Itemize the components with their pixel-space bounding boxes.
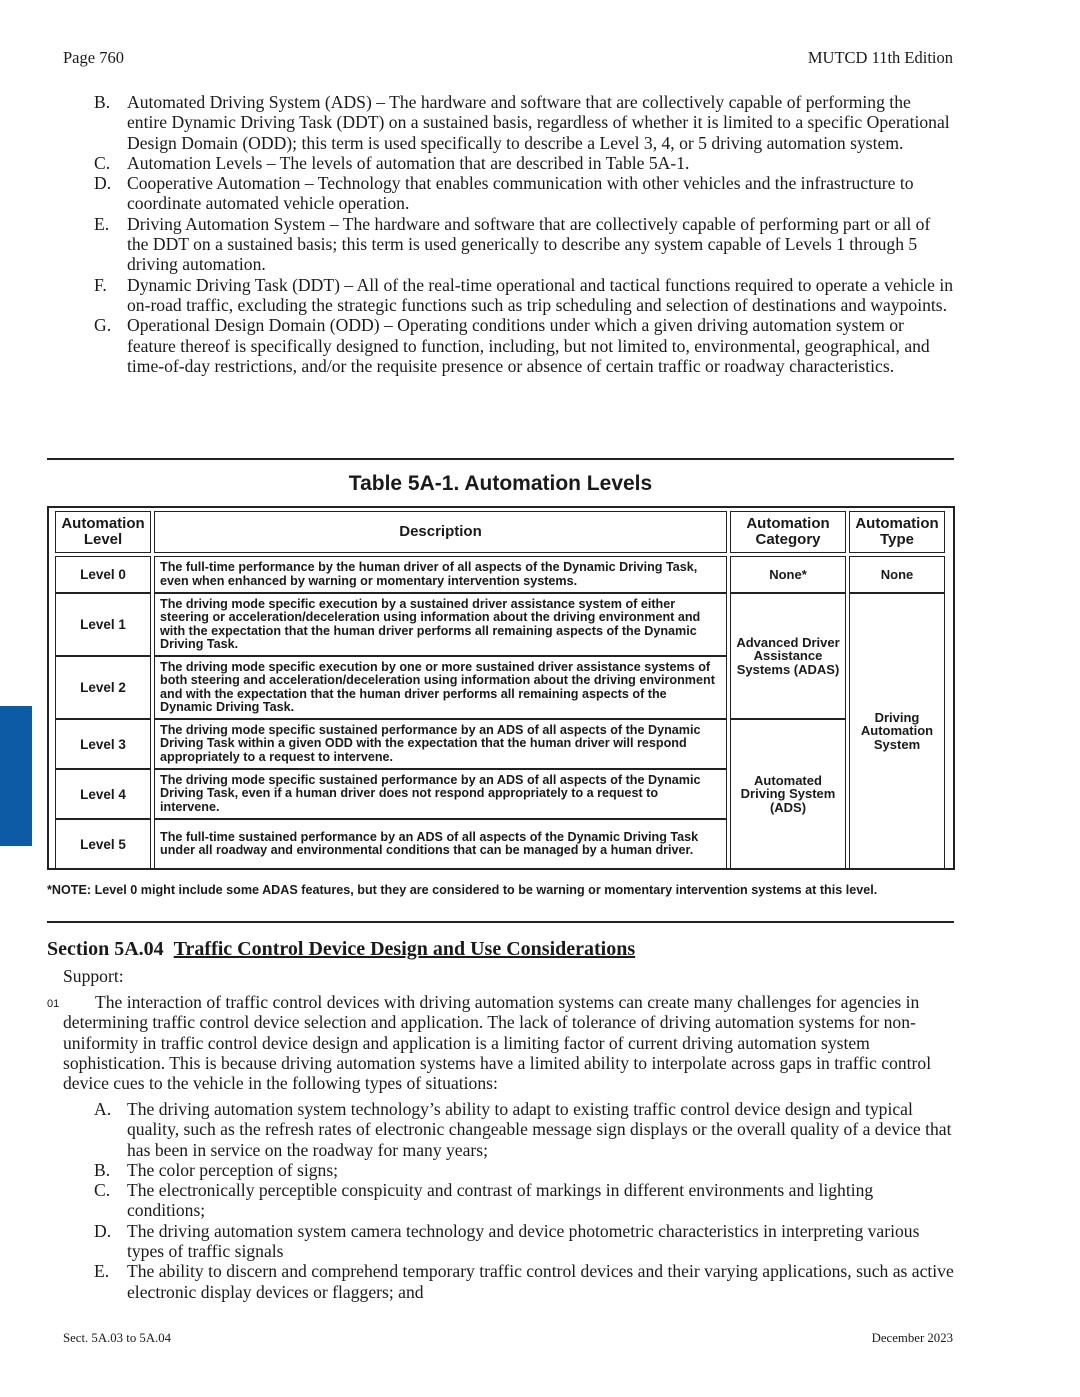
definitions-list xyxy=(94,92,954,376)
table-row xyxy=(55,593,945,656)
footer-date: December 2023 xyxy=(871,1331,953,1345)
situation-letter: B. xyxy=(94,1159,111,1180)
table-row xyxy=(55,719,945,769)
situation-text: The driving automation system camera technology and device photometric characteristics in interpreting various types of traffic signals xyxy=(127,1220,920,1262)
table-header-row xyxy=(55,511,945,553)
definition-letter: F. xyxy=(94,274,107,295)
situation-text: The electronically perceptible conspicuity and contrast of markings in different environments and lighting conditions; xyxy=(127,1180,874,1221)
chapter-tab xyxy=(0,706,32,846)
situation-text: The color perception of signs; xyxy=(127,1159,339,1180)
definition-letter: C. xyxy=(94,152,111,173)
situation-letter: A. xyxy=(94,1099,112,1119)
definition-item xyxy=(94,153,954,173)
description-cell: The full-time sustained performance by an ADS of all aspects of the Dynamic Driving Task under all roadway and environmental conditions that can be managed by a human driver. xyxy=(154,819,727,869)
situation-item xyxy=(94,1221,954,1262)
definition-item xyxy=(94,173,954,214)
definition-text: Automated Driving System (ADS) – The hardware and software that are collectively capable of performing the entire Dynamic Driving Task (DDT) on a sustained basis, regardless of whether it is limited to a specific Operational Design Domain (ODD); this term is used specifically to describe a Level 3, 4, or 5 driving automation system. xyxy=(127,92,950,153)
description-cell: The driving mode specific sustained performance by an ADS of all aspects of the Dynamic Driving Task within a given ODD with the expectation that the human driver will respond appropriately to a request to intervene. xyxy=(154,719,727,769)
description-cell: The full-time performance by the human driver of all aspects of the Dynamic Driving Task, even when enhanced by warning or momentary intervention systems. xyxy=(154,556,727,593)
page-number: Page 760 xyxy=(63,48,124,67)
definition-letter: D. xyxy=(94,173,112,194)
level-cell: Level 1 xyxy=(55,593,151,656)
description-cell: The driving mode specific execution by one or more sustained driver assistance systems of both steering and acceleration/deceleration using information about the driving environment and with the expectation that the human driver performs all remaining aspects of the Dynamic Driving Task. xyxy=(154,656,727,719)
category-ads: Automated Driving System (ADS) xyxy=(730,719,846,869)
category-none: None* xyxy=(730,556,846,593)
paragraph-text: The interaction of traffic control devices with driving automation systems can create many challenges for agencies in determining traffic control device selection and application. The lack of tolerance of driving automation systems for non-uniformity in traffic control device design and application is a limiting factor of current driving automation system sophistication. This is because driving automation systems have a limited ability to interpolate across gaps in traffic control device cues to the vehicle in the following types of situations: xyxy=(63,992,932,1094)
automation-levels-table xyxy=(47,506,955,870)
situation-letter: E. xyxy=(94,1261,110,1282)
section-number: Section 5A.04 xyxy=(47,938,164,960)
definition-text: Dynamic Driving Task (DDT) – All of the real-time operational and tactical functions required to operate a vehicle in on-road traffic, excluding the strategic functions such as trip scheduling and selection of destinations and waypoints. xyxy=(127,274,954,315)
definition-letter: G. xyxy=(94,315,112,336)
definition-item xyxy=(94,315,954,376)
level-cell: Level 2 xyxy=(55,656,151,719)
situation-item xyxy=(94,1099,954,1160)
edition-label: MUTCD 11th Edition xyxy=(807,48,953,67)
header-category: Automation Category xyxy=(730,511,846,553)
definition-item xyxy=(94,275,954,316)
type-driving-automation-system: Driving Automation System xyxy=(849,593,945,869)
definition-text: Driving Automation System – The hardware and software that are collectively capable of performing part or all of the DDT on a sustained basis; this term is used generically to describe any system capable of Levels 1 through 5 driving automation. xyxy=(127,213,931,275)
definition-letter: B. xyxy=(94,92,111,112)
situations-list xyxy=(94,1099,954,1302)
situation-item xyxy=(94,1180,954,1221)
section-title: Traffic Control Device Design and Use Considerations xyxy=(173,938,636,960)
type-none: None xyxy=(849,556,945,593)
situation-text: The ability to discern and comprehend temporary traffic control devices and their varying applications, such as active electronic display devices or flaggers; and xyxy=(127,1261,954,1302)
table-title: Table 5A-1. Automation Levels xyxy=(348,472,653,495)
category-adas: Advanced Driver Assistance Systems (ADAS) xyxy=(730,593,846,719)
definition-item xyxy=(94,92,954,153)
level-cell: Level 3 xyxy=(55,719,151,769)
definition-text: Automation Levels – The levels of automation that are described in Table 5A-1. xyxy=(127,152,690,173)
support-label: Support: xyxy=(63,966,124,986)
situation-item xyxy=(94,1261,954,1302)
description-cell: The driving mode specific execution by a sustained driver assistance system of either steering or acceleration/deceleration using information about the driving environment and with the expectation that the human driver performs all remaining aspects of the Dynamic Driving Task. xyxy=(154,593,727,656)
definition-text: Operational Design Domain (ODD) – Operating conditions under which a given driving automation system or feature thereof is specifically designed to function, including, but not limited to, environmental, geographical, and time-of-day restrictions, and/or the requisite presence or absence of certain traffic or roadway characteristics. xyxy=(127,315,930,376)
footer-section-ref: Sect. 5A.03 to 5A.04 xyxy=(63,1331,172,1345)
description-cell: The driving mode specific sustained performance by an ADS of all aspects of the Dynamic Driving Task, even if a human driver does not respond appropriately to a request to intervene. xyxy=(154,769,727,819)
table-note: *NOTE: Level 0 might include some ADAS features, but they are considered to be warning or momentary intervention systems at this level. xyxy=(47,883,878,897)
header-description: Description xyxy=(154,511,727,553)
divider-bottom xyxy=(47,921,954,923)
divider-top xyxy=(47,458,954,460)
header-level: Automation Level xyxy=(55,511,151,553)
definition-text: Cooperative Automation – Technology that enables communication with other vehicles and the infrastructure to coordinate automated vehicle operation. xyxy=(127,173,914,214)
situation-text: The driving automation system technology’s ability to adapt to existing traffic control device design and typical quality, such as the refresh rates of electronic changeable message sign displays or the overall quality of a device that has been in service on the roadway for many years; xyxy=(127,1099,952,1160)
definition-letter: E. xyxy=(94,213,110,234)
situation-item xyxy=(94,1160,954,1180)
definition-item xyxy=(94,214,954,275)
level-cell: Level 5 xyxy=(55,819,151,869)
situation-letter: D. xyxy=(94,1220,112,1241)
section-heading xyxy=(47,938,635,961)
paragraph-number: 01 xyxy=(47,998,60,1010)
level-cell: Level 4 xyxy=(55,769,151,819)
situation-letter: C. xyxy=(94,1180,111,1201)
header-type: Automation Type xyxy=(849,511,945,553)
level-cell: Level 0 xyxy=(55,556,151,593)
table-row xyxy=(55,556,945,593)
